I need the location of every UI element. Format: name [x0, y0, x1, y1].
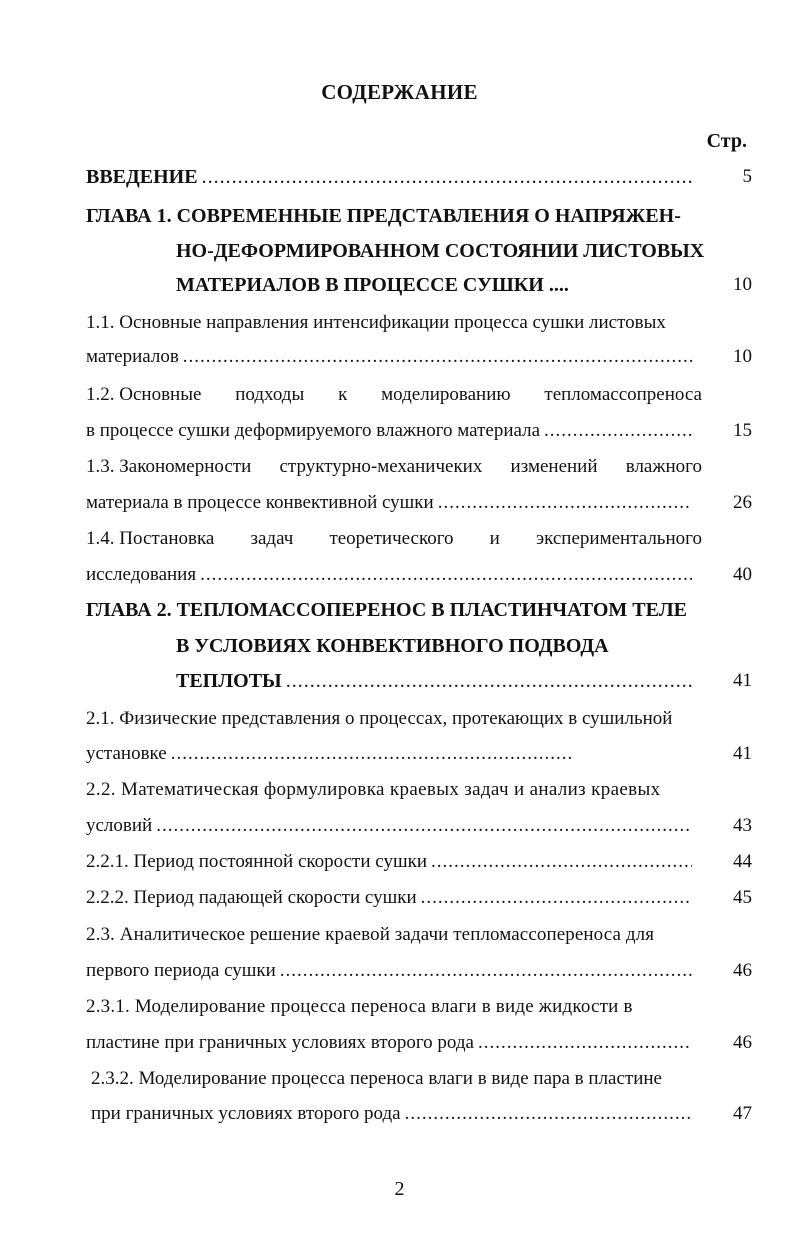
dot-leader: [431, 849, 692, 875]
entry-page: 44: [733, 851, 752, 872]
dot-leader: [478, 1030, 692, 1056]
entry-page: 45: [733, 887, 752, 908]
dot-leader: [183, 344, 692, 370]
dot-leader: [280, 958, 692, 984]
toc-chapter-2-line-2: В УСЛОВИЯХ КОНВЕКТИВНОГО ПОДВОДА: [176, 635, 609, 657]
dot-leader: [421, 885, 692, 911]
dot-leader: [286, 668, 692, 694]
entry-text: материалов: [86, 346, 179, 367]
word: влажного: [625, 456, 702, 477]
dot-leader: [200, 562, 692, 588]
entry-text: условий: [86, 815, 153, 836]
entry-text: исследования: [86, 564, 197, 585]
word: изменений: [510, 456, 598, 477]
toc-entry-2-2-2: [86, 885, 752, 911]
entry-text: ТЕПЛОТЫ: [176, 670, 282, 692]
toc-chapter-1-line-2: НО-ДЕФОРМИРОВАННОМ СОСТОЯНИИ ЛИСТОВЫХ: [176, 240, 705, 262]
entry-page: 5: [742, 166, 752, 187]
entry-page: 47: [733, 1103, 752, 1124]
entry-page: 41: [733, 743, 752, 764]
word: 1.2. Основные: [86, 384, 202, 405]
toc-entry-2-2-line-1: 2.2. Математическая формулировка краевых задач и анализ краевых: [86, 779, 661, 800]
entry-text: ВВЕДЕНИЕ: [86, 166, 198, 188]
toc-chapter-1-line-3: [176, 272, 752, 298]
word: задач: [250, 528, 294, 549]
toc-chapter-2-line-1: ГЛАВА 2. ТЕПЛОМАССОПЕРЕНОС В ПЛАСТИНЧАТОМ ТЕЛЕ: [86, 599, 687, 621]
dot-leader: [438, 490, 692, 516]
entry-text: материала в процессе конвективной сушки: [86, 492, 434, 513]
toc-entry-1-4-line-1: [86, 526, 702, 552]
word: тепломассопреноса: [544, 384, 702, 405]
entry-text: установке: [86, 743, 167, 764]
toc-entry-2-3-1-line-2: [86, 1030, 752, 1056]
toc-entry-1-4-line-2: [86, 562, 752, 588]
dot-leader: [156, 813, 692, 839]
word: 1.3. Закономерности: [86, 456, 252, 477]
entry-page: 15: [733, 420, 752, 441]
entry-page: 10: [733, 274, 752, 295]
word: экспериментального: [535, 528, 702, 549]
toc-entry-2-1-line-1: 2.1. Физические представления о процессах, протекающих в сушильной: [86, 708, 673, 729]
word: подходы: [235, 384, 305, 405]
dot-leader: [171, 741, 571, 767]
toc-chapter-2-line-3: [176, 668, 752, 694]
dot-leader: [202, 164, 692, 190]
word: теоретического: [329, 528, 454, 549]
entry-text: МАТЕРИАЛОВ В ПРОЦЕССЕ СУШКИ ....: [176, 274, 569, 296]
page-column-label: Стр.: [706, 130, 747, 152]
toc-entry-1-1-line-1: 1.1. Основные направления интенсификации процесса сушки листовых: [86, 312, 666, 333]
entry-text: 2.2.2. Период падающей скорости сушки: [86, 887, 417, 908]
dot-leader: [544, 418, 692, 444]
entry-page: 41: [733, 670, 752, 691]
word: к: [338, 384, 348, 405]
toc-entry-2-2-line-2: [86, 813, 752, 839]
entry-page: 46: [733, 960, 752, 981]
toc-entry-intro: [86, 164, 752, 190]
entry-page: 43: [733, 815, 752, 836]
toc-entry-2-2-1: [86, 849, 752, 875]
toc-entry-1-3-line-2: [86, 490, 752, 516]
word: моделированию: [381, 384, 511, 405]
toc-entry-1-3-line-1: [86, 454, 702, 480]
toc-entry-2-3-1-line-1: 2.3.1. Моделирование процесса переноса влаги в виде жидкости в: [86, 996, 633, 1017]
entry-text: при граничных условиях второго рода: [91, 1103, 401, 1124]
entry-page: 46: [733, 1032, 752, 1053]
entry-page: 26: [733, 492, 752, 513]
entry-text: пластине при граничных условиях второго рода: [86, 1032, 474, 1053]
toc-entry-2-3-line-2: [86, 958, 752, 984]
entry-page: 40: [733, 564, 752, 585]
dot-leader: [405, 1101, 692, 1127]
toc-entry-2-1-line-2: [86, 741, 752, 767]
toc-chapter-1-line-1: ГЛАВА 1. СОВРЕМЕННЫЕ ПРЕДСТАВЛЕНИЯ О НАПРЯЖЕН-: [86, 205, 681, 227]
entry-page: 10: [733, 346, 752, 367]
toc-entry-2-3-2-line-1: 2.3.2. Моделирование процесса переноса влаги в виде пара в пластине: [91, 1068, 662, 1089]
toc-entry-1-2-line-1: [86, 382, 702, 408]
entry-text: 2.2.1. Период постоянной скорости сушки: [86, 851, 427, 872]
toc-title: СОДЕРЖАНИЕ: [321, 80, 478, 104]
page-number: 2: [394, 1178, 405, 1200]
entry-text: в процессе сушки деформируемого влажного материала: [86, 420, 541, 441]
toc-entry-2-3-line-1: 2.3. Аналитическое решение краевой задачи тепломассопереноса для: [86, 924, 655, 945]
word: и: [489, 528, 500, 549]
word: структурно-механичеких: [279, 456, 483, 477]
word: 1.4. Постановка: [86, 528, 215, 549]
toc-entry-1-2-line-2: [86, 418, 752, 444]
toc-entry-2-3-2-line-2: [91, 1101, 752, 1127]
toc-entry-1-1-line-2: [86, 344, 752, 370]
entry-text: первого периода сушки: [86, 960, 276, 981]
